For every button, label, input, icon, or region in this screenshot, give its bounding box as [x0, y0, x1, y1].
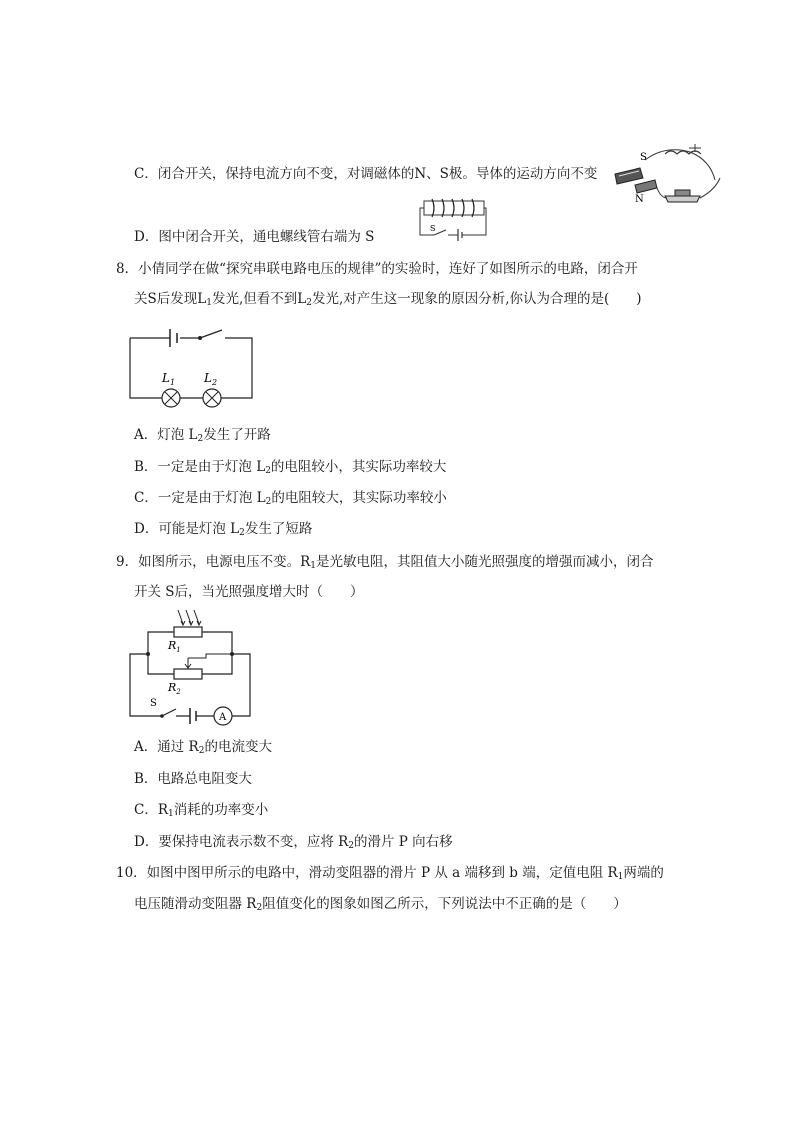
- q8-stem-line1: 8．小倩同学在做“探究串联电路电压的规律”的实验时，连好了如图所示的电路，闭合开: [116, 261, 638, 277]
- motor-experiment-figure: [605, 140, 725, 210]
- q8-option-a: A．灯泡 $L_2$发生了开路: [134, 427, 271, 444]
- q10-stem-line2: 电压随滑动变阻器 $R_2$阻值变化的图象如图乙所示，下列说法中不正确的是（ ）: [134, 896, 627, 913]
- solenoid-switch-label: S: [430, 224, 436, 233]
- q9-option-b: B．电路总电阻变大: [134, 771, 252, 787]
- q8-series-circuit-figure: [128, 320, 256, 412]
- magnet-s-label: S: [640, 152, 647, 163]
- q8-stem-line2: 关S后发现$L_1$发光,但看不到$L_2$发光,对产生这一现象的原因分析,你认为合理的是( ): [134, 291, 642, 308]
- q8-option-d: D．可能是灯泡 $L_2$发生了短路: [134, 521, 313, 538]
- q9-stem-line2: 开关 S后，当光照强度增大时（ ）: [134, 584, 364, 600]
- q10-stem-line1: 10．如图中图甲所示的电路中，滑动变阻器的滑片 P 从 a 端移到 b 端，定值电阻 $R_1$两端的: [116, 865, 664, 882]
- q7-option-c: C．闭合开关，保持电流方向不变，对调磁体的N、S极。导体的运动方向不变: [134, 166, 598, 182]
- lamp-l1-label: $L_1$: [162, 371, 176, 387]
- switch-s-label: S: [150, 698, 157, 709]
- resistor-r1-label: $R_1$: [168, 639, 181, 654]
- q9-option-d: D．要保持电流表示数不变，应将 $R_2$的滑片 P 向右移: [134, 834, 453, 851]
- q8-option-c: C．一定是由于灯泡 $L_2$的电阻较大，其实际功率较小: [134, 490, 447, 507]
- lamp-l2-label: $L_2$: [204, 371, 218, 387]
- resistor-r2-label: $R_2$: [168, 681, 181, 696]
- q9-stem-line1: 9．如图所示，电源电压不变。$R_1$是光敏电阻，其阻值大小随光照强度的增强而减小，闭合: [116, 554, 654, 571]
- q8-option-b: B．一定是由于灯泡 $L_2$的电阻较小，其实际功率较大: [134, 459, 447, 476]
- magnet-n-label: N: [635, 194, 644, 205]
- solenoid-figure: [418, 195, 488, 243]
- ammeter-label: A: [219, 712, 227, 723]
- q9-photoresistor-circuit-figure: [128, 606, 254, 722]
- q9-option-a: A．通过 $R_2$的电流变大: [134, 739, 272, 756]
- q9-option-c: C．$R_1$消耗的功率变小: [134, 802, 269, 819]
- q7-option-d: D．图中闭合开关，通电螺线管右端为 S: [134, 229, 375, 245]
